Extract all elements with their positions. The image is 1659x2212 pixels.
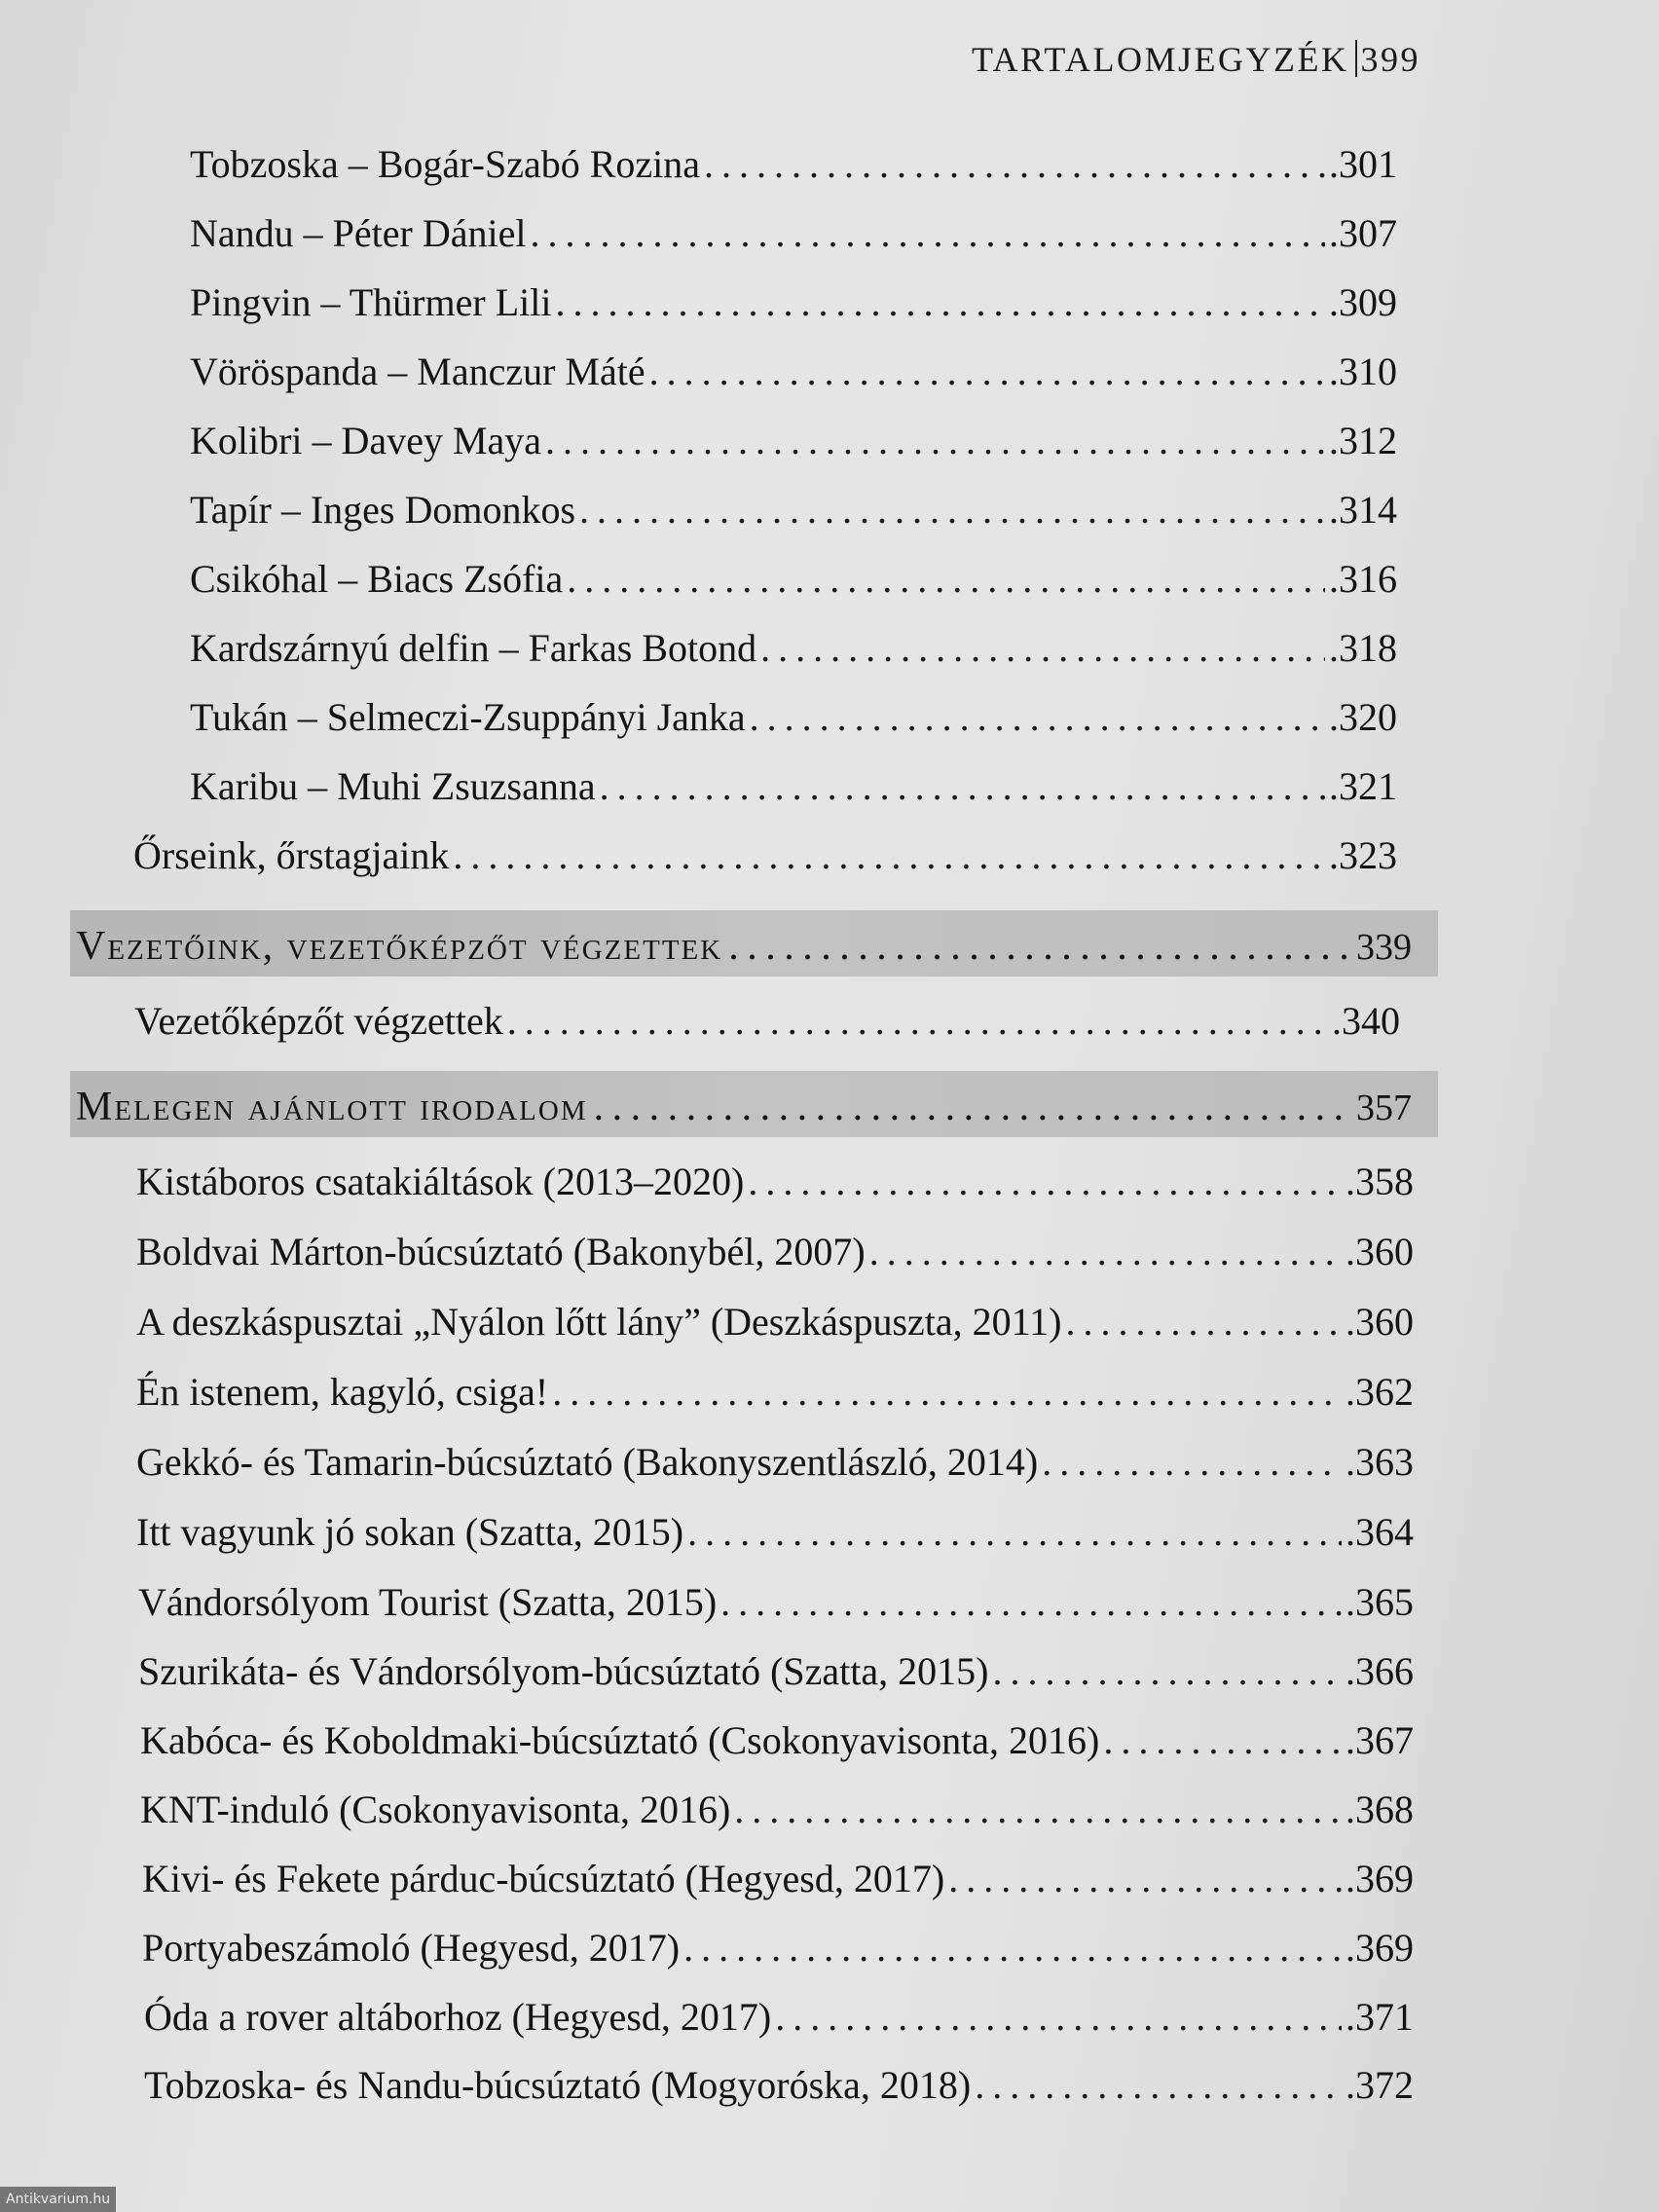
toc-entry (138, 1648, 1414, 1694)
toc-entry-page: .318 (1329, 626, 1397, 670)
leader-dots (567, 556, 1325, 602)
watermark: Antikvarium.hu (0, 2187, 116, 2212)
leader-dots (1065, 1299, 1342, 1345)
leader-dots (975, 2062, 1342, 2108)
toc-entry-title: Óda a rover altáborhoz (Hegyesd, 2017) (144, 1995, 772, 2039)
toc-entry-title: KNT-induló (Csokonyavisonta, 2016) (140, 1788, 731, 1831)
toc-entry (140, 1787, 1414, 1832)
leader-dots (552, 1369, 1342, 1415)
toc-entry-page: .314 (1329, 488, 1397, 532)
toc-entry-title: Csikóhal – Biacs Zsófia (190, 557, 564, 601)
toc-entry (190, 694, 1397, 740)
leader-dots (649, 349, 1325, 394)
toc-entry (142, 1925, 1414, 1971)
toc-entry-page: .310 (1329, 350, 1397, 393)
leader-dots (579, 487, 1325, 533)
toc-entry-page: .307 (1329, 211, 1397, 255)
toc-entry-page: .340 (1332, 999, 1400, 1043)
toc-entry (142, 1856, 1414, 1901)
toc-entry (190, 763, 1397, 809)
toc-entry (190, 556, 1397, 602)
header-title: TARTALOMJEGYZÉK (971, 40, 1349, 79)
toc-entry (190, 210, 1397, 256)
leader-dots (760, 625, 1325, 671)
toc-entry-page: .320 (1329, 695, 1397, 739)
toc-entry-title: Szurikáta- és Vándorsólyom-búcsúztató (Szatta, 2015) (138, 1649, 989, 1693)
toc-entry (190, 625, 1397, 671)
toc-entry-title: Nandu – Péter Dániel (190, 211, 527, 255)
leader-dots (453, 832, 1325, 878)
toc-entry-title: Kabóca- és Koboldmaki-búcsúztató (Csokonyavisonta, 2016) (140, 1718, 1100, 1762)
toc-entry (136, 1439, 1414, 1485)
toc-entry-title: Kolibri – Davey Maya (190, 419, 542, 462)
toc-entry-page: .360 (1346, 1300, 1414, 1344)
leader-dots (992, 1648, 1342, 1694)
section-page: 339 (1356, 927, 1412, 968)
toc-entry-page: .364 (1346, 1510, 1414, 1554)
toc-entry (134, 998, 1400, 1044)
toc-entry-title: Gekkó- és Tamarin-búcsúztató (Bakonyszentlászló, 2014) (136, 1440, 1039, 1484)
toc-entry-page: .316 (1329, 557, 1397, 601)
leader-dots (507, 998, 1328, 1044)
toc-entry-title: Vándorsólyom Tourist (Szatta, 2015) (138, 1580, 718, 1624)
leader-dots (555, 279, 1325, 325)
toc-entry-page: .360 (1346, 1230, 1414, 1273)
header-page-number: 399 (1360, 40, 1420, 79)
toc-entry-title: Kardszárnyú delfin – Farkas Botond (190, 626, 757, 670)
toc-entry-page: .321 (1329, 764, 1397, 808)
toc-entry-title: Vöröspanda – Manczur Máté (190, 350, 645, 393)
toc-entry-title: Itt vagyunk jó sokan (Szatta, 2015) (136, 1510, 684, 1554)
leader-dots (1042, 1439, 1342, 1485)
section-heading (76, 923, 1412, 970)
leader-dots (748, 1159, 1342, 1204)
toc-entry-page: .367 (1346, 1718, 1414, 1762)
toc-entry-page: .365 (1346, 1580, 1414, 1624)
toc-entry-page: .369 (1346, 1926, 1414, 1970)
toc-entry-title: Karibu – Muhi Zsuzsanna (190, 764, 596, 808)
leader-dots (728, 923, 1350, 970)
toc-entry-title: Őrseink, őrstagjaink (133, 833, 450, 877)
toc-entry-title: A deszkáspusztai „Nyálon lőtt lány” (Deszkáspuszta, 2011) (136, 1300, 1062, 1344)
toc-entry-page: .368 (1346, 1788, 1414, 1831)
toc-entry-page: .371 (1346, 1995, 1414, 2039)
leader-dots (734, 1787, 1342, 1832)
toc-entry-page: .312 (1329, 419, 1397, 462)
toc-entry (136, 1159, 1414, 1204)
toc-entry-page: .366 (1346, 1649, 1414, 1693)
leader-dots (869, 1229, 1342, 1274)
section-title: Melegen ajánlott irodalom (76, 1085, 588, 1129)
section-heading (76, 1084, 1412, 1130)
leader-dots (594, 1084, 1350, 1130)
toc-entry-page: .358 (1346, 1160, 1414, 1203)
toc-entry-page: .362 (1346, 1370, 1414, 1414)
toc-entry-title: Kistáboros csatakiáltások (2013–2020) (136, 1160, 745, 1203)
toc-entry (190, 487, 1397, 533)
leader-dots (600, 763, 1325, 809)
toc-entry (190, 279, 1397, 325)
toc-entry-page: .372 (1346, 2063, 1414, 2107)
toc-entry (190, 141, 1397, 187)
leader-dots (775, 1994, 1342, 2040)
toc-entry-title: Én istenem, kagyló, csiga! (136, 1370, 549, 1414)
toc-entry (190, 418, 1397, 463)
toc-entry (136, 1509, 1414, 1555)
section-title: Vezetőink, vezetőképzőt végzettek (76, 924, 723, 969)
toc-entry-title: Vezetőképzőt végzettek (134, 999, 503, 1043)
toc-entry-page: .301 (1329, 142, 1397, 186)
leader-dots (530, 210, 1325, 256)
toc-entry-page: .369 (1346, 1857, 1414, 1900)
section-page: 357 (1356, 1088, 1412, 1128)
toc-entry (136, 1369, 1414, 1415)
toc-entry-page: .309 (1329, 280, 1397, 324)
leader-dots (545, 418, 1325, 463)
toc-entry-title: Tukán – Selmeczi-Zsuppányi Janka (190, 695, 746, 739)
leader-dots (750, 694, 1325, 740)
toc-entry-title: Tobzoska- és Nandu-búcsúztató (Mogyoróska, 2018) (144, 2063, 972, 2107)
toc-entry-title: Kivi- és Fekete párduc-búcsúztató (Hegyesd, 2017) (142, 1857, 945, 1900)
leader-dots (687, 1509, 1342, 1555)
toc-entry-title: Boldvai Márton-búcsúztató (Bakonybél, 2007) (136, 1230, 866, 1273)
toc-entry-title: Tapír – Inges Domonkos (190, 488, 576, 532)
leader-dots (704, 141, 1325, 187)
toc-entry (138, 1579, 1414, 1625)
leader-dots (720, 1579, 1342, 1625)
leader-dots (948, 1856, 1342, 1901)
toc-entry-page: .363 (1346, 1440, 1414, 1484)
toc-entry-title: Tobzoska – Bogár-Szabó Rozina (190, 142, 701, 186)
toc-entry (133, 832, 1397, 878)
toc-entry (144, 1994, 1414, 2040)
leader-dots (683, 1925, 1342, 1971)
toc-entry-title: Portyabeszámoló (Hegyesd, 2017) (142, 1926, 681, 1970)
toc-entry (136, 1229, 1414, 1274)
toc-entry (144, 2062, 1414, 2108)
toc-entry (136, 1299, 1414, 1345)
running-header (972, 39, 1420, 80)
toc-entry (190, 349, 1397, 394)
toc-entry-title: Pingvin – Thürmer Lili (190, 280, 552, 324)
toc-entry (140, 1717, 1414, 1763)
leader-dots (1103, 1717, 1342, 1763)
header-divider (1355, 40, 1357, 77)
toc-entry-page: .323 (1329, 833, 1397, 877)
